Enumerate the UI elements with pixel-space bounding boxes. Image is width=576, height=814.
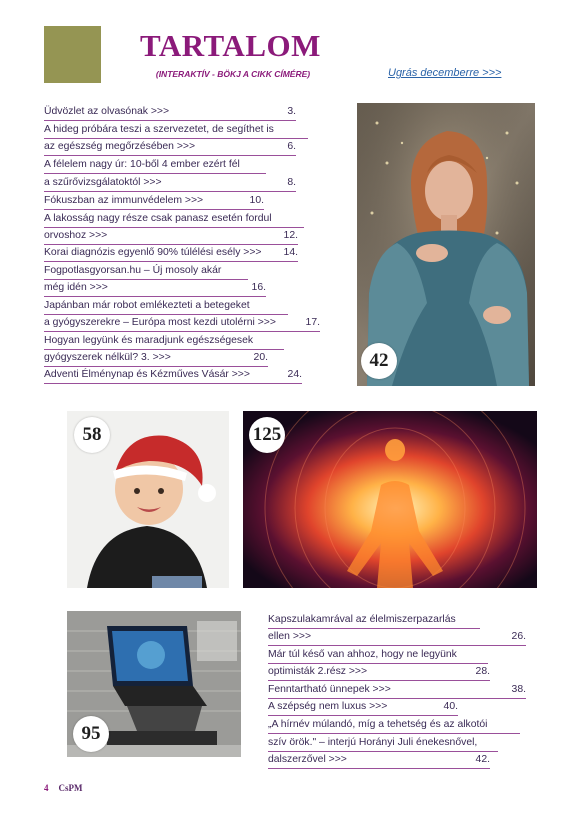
toc-page: 16. [251,282,266,293]
toc-item[interactable]: Fogpotlasgyorsan.hu – Új mosoly akár [44,262,248,280]
toc-item[interactable]: A lakosság nagy része csak panasz esetén fordul [44,210,304,228]
toc-page: 40. [443,701,458,712]
toc-item[interactable]: Üdvözlet az olvasónak >>> 3. [44,103,296,121]
toc-item[interactable]: dalszerzővel >>> 42. [268,751,490,769]
page-badge: 95 [73,716,109,752]
woman-photo[interactable] [357,103,535,386]
toc-item[interactable]: A félelem nagy úr: 10-ből 4 ember ezért fél [44,156,266,174]
toc-item[interactable]: Fenntartható ünnepek >>> 38. [268,681,526,699]
toc-item[interactable]: szív örök." – interjú Horányi Juli énekesnővel, [268,734,498,752]
toc-page: 28. [475,666,490,677]
toc-page: 3. [287,106,296,117]
toc-item[interactable]: a szűrővizsgálatoktól >>> 8. [44,174,296,192]
toc-page: 26. [511,631,526,642]
page-badge: 42 [361,343,397,379]
toc-item[interactable]: Hogyan legyünk és maradjunk egészségesek [44,332,284,350]
page-badge: 125 [249,417,285,453]
toc-item[interactable]: Már túl késő van ahhoz, hogy ne legyünk [268,646,488,664]
toc-page: 8. [287,177,296,188]
toc-item[interactable]: a gyógyszerekre – Európa most kezdi utolérni >>> 17. [44,314,320,332]
toc-item[interactable]: Kapszulakamrával az élelmiszerpazarlás [268,611,480,629]
toc-item[interactable]: A hideg próbára teszi a szervezetet, de segíthet is [44,121,308,139]
toc-item[interactable]: „A hírnév múlandó, míg a tehetség és az alkotói [268,716,520,734]
toc-item[interactable]: Japánban már robot emlékezteti a betegeket [44,297,288,315]
page-title: TARTALOM [140,28,321,63]
toc-page: 17. [305,317,320,328]
page-badge: 58 [74,417,110,453]
decorative-square [44,26,101,83]
page-subtitle: (INTERAKTÍV - BÖKJ A CIKK CÍMÉRE) [155,69,311,79]
toc-page: 42. [475,754,490,765]
toc-page: 24. [287,369,302,380]
toc-page: 10. [249,195,264,206]
baby-photo[interactable] [67,411,229,588]
toc-item[interactable]: A szépség nem luxus >>> 40. [268,698,458,716]
toc-page: 12. [283,230,298,241]
toc-page: 20. [253,352,268,363]
toc-item[interactable]: orvoshoz >>> 12. [44,227,298,245]
toc-item[interactable]: Korai diagnózis egyenlő 90% túlélési esély >>> 14. [44,244,298,262]
laptop-photo[interactable] [67,611,241,757]
toc-item[interactable]: Adventi Élménynap és Kézműves Vásár >>> 24. [44,366,302,384]
brand-name: CsPM [58,783,83,793]
toc-item[interactable]: Fókuszban az immunvédelem >>> 10. [44,192,264,210]
page-footer [44,783,83,793]
aura-photo[interactable] [243,411,537,588]
toc-item[interactable]: még idén >>> 16. [44,279,266,297]
aura-illustration [243,411,537,588]
toc-item[interactable]: ellen >>> 26. [268,628,526,646]
toc-page: 14. [283,247,298,258]
toc-item[interactable]: az egészség megőrzésében >>> 6. [44,138,296,156]
toc-page: 6. [287,141,296,152]
toc-item[interactable]: gyógyszerek nélkül? 3. >>> 20. [44,349,268,367]
jump-to-december-link[interactable]: Ugrás decemberre >>> [388,67,502,79]
toc-page: 38. [511,684,526,695]
page-number: 4 [44,783,49,793]
toc-item[interactable]: optimisták 2.rész >>> 28. [268,663,490,681]
